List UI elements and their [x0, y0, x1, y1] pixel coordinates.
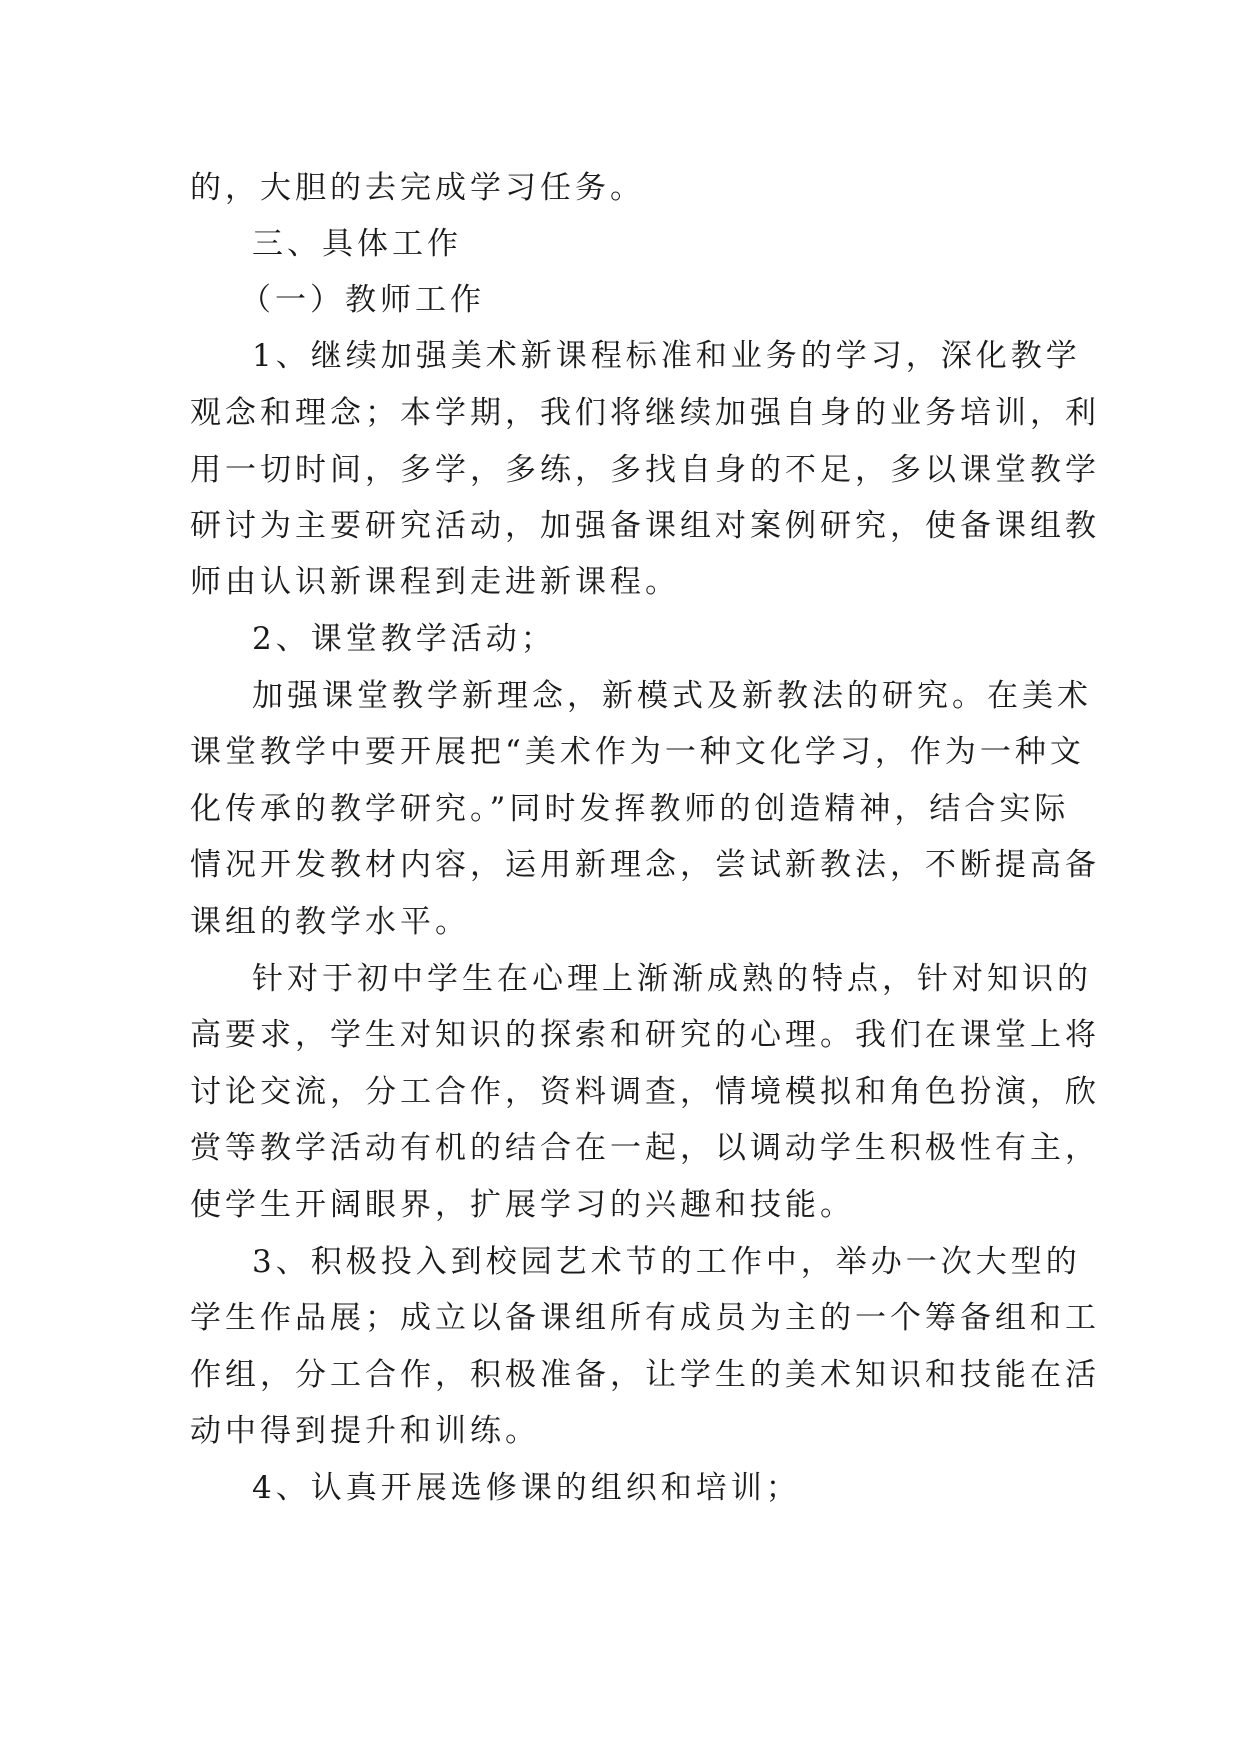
text-line: 课堂教学中要开展把“美术作为一种文化学习，作为一种文	[190, 734, 1085, 770]
text-line: 课组的教学水平。	[190, 904, 470, 940]
text-line: 加强课堂教学新理念，新模式及新教法的研究。在美术	[252, 678, 1092, 714]
text-line: 学生作品展；成立以备课组所有成员为主的一个筹备组和工	[190, 1300, 1100, 1336]
text-line: 赏等教学活动有机的结合在一起，以调动学生积极性有主，	[190, 1130, 1100, 1166]
text-line: 使学生开阔眼界，扩展学习的兴趣和技能。	[190, 1187, 855, 1223]
text-line: 动中得到提升和训练。	[190, 1413, 540, 1449]
subsection-heading: （一）教师工作	[240, 282, 485, 318]
text-line: 3、积极投入到校园艺术节的工作中，举办一次大型的	[252, 1244, 1081, 1280]
text-line: 用一切时间，多学，多练，多找自身的不足，多以课堂教学	[190, 452, 1100, 488]
text-line: 研讨为主要研究活动，加强备课组对案例研究，使备课组教	[190, 508, 1100, 544]
text-line: 针对于初中学生在心理上渐渐成熟的特点，针对知识的	[252, 961, 1092, 997]
text-line: 情况开发教材内容，运用新理念，尝试新教法，不断提高备	[190, 847, 1100, 883]
text-line: 化传承的教学研究。”同时发挥教师的创造精神，结合实际	[190, 791, 1070, 827]
section-heading: 三、具体工作	[252, 226, 462, 262]
text-line: 1、继续加强美术新课程标准和业务的学习，深化教学	[252, 338, 1081, 374]
text-line: 高要求，学生对知识的探索和研究的心理。我们在课堂上将	[190, 1017, 1100, 1053]
text-line: 2、课堂教学活动；	[252, 621, 556, 657]
text-line: 作组，分工合作，积极准备，让学生的美术知识和技能在活	[190, 1357, 1100, 1393]
text-line: 4、认真开展选修课的组织和培训；	[252, 1470, 801, 1506]
text-line: 的，大胆的去完成学习任务。	[190, 170, 645, 206]
text-line: 观念和理念；本学期，我们将继续加强自身的业务培训，利	[190, 395, 1100, 431]
text-line: 讨论交流，分工合作，资料调查，情境模拟和角色扮演，欣	[190, 1074, 1100, 1110]
text-line: 师由认识新课程到走进新课程。	[190, 564, 680, 600]
